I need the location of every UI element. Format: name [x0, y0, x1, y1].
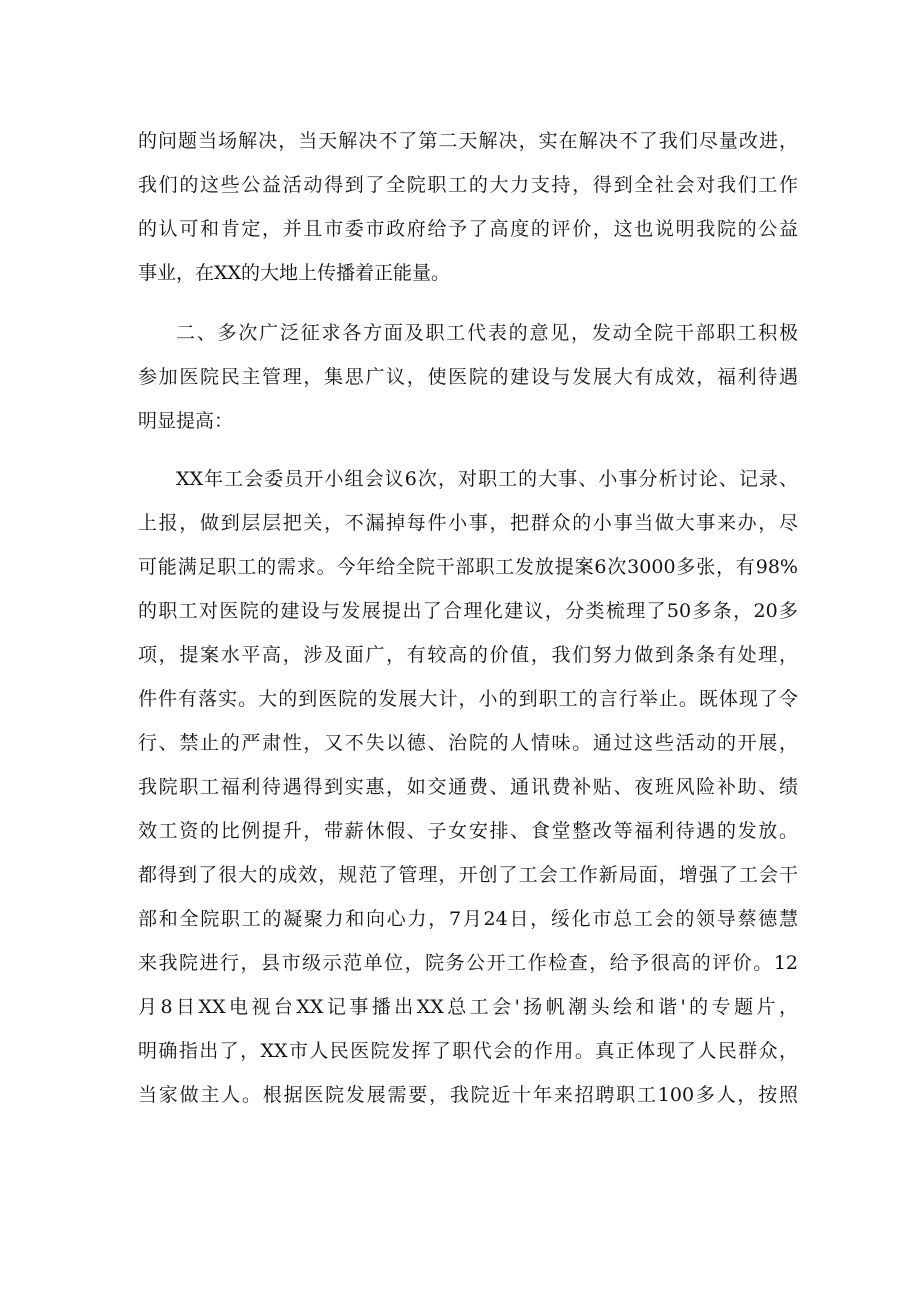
text-line: 项，提案水平高，涉及面广，有较高的价值，我们努力做到条条有处理，	[138, 644, 798, 666]
text-line: 我院职工福利待遇得到实惠，如交通费、通讯费补贴、夜班风险补助、绩	[138, 776, 798, 798]
text-line: 我们的这些公益活动得到了全院职工的大力支持，得到全社会对我们工作	[138, 174, 798, 196]
text-line: 件件有落实。大的到医院的发展大计，小的到职工的言行举止。既体现了令	[138, 688, 798, 710]
text-line: 效工资的比例提升，带薪休假、子女安排、食堂整改等福利待遇的发放。	[138, 820, 798, 842]
text-line: 的职工对医院的建设与发展提出了合理化建议，分类梳理了50多条，20多	[138, 600, 798, 622]
text-line: 的认可和肯定，并且市委市政府给予了高度的评价，这也说明我院的公益	[138, 218, 798, 240]
text-line: 当家做主人。根据医院发展需要，我院近十年来招聘职工100多人，按照	[138, 1084, 798, 1106]
text-line: 可能满足职工的需求。今年给全院干部职工发放提案6次3000多张，有98%	[138, 556, 798, 578]
text-line: 月8日XX电视台XX记事播出XX总工会'扬帆潮头绘和谐'的专题片，	[138, 996, 798, 1018]
text-line: 的问题当场解决，当天解决不了第二天解决，实在解决不了我们尽量改进，	[138, 130, 798, 152]
text-line: 明显提高：	[138, 410, 234, 432]
text-line: 部和全院职工的凝聚力和向心力，7月24日，绥化市总工会的领导蔡德慧	[138, 908, 798, 930]
text-line: 明确指出了，XX市人民医院发挥了职代会的作用。真正体现了人民群众，	[138, 1040, 798, 1062]
text-line: XX年工会委员开小组会议6次，对职工的大事、小事分析讨论、记录、	[176, 468, 798, 490]
text-line: 都得到了很大的成效，规范了管理，开创了工会工作新局面，增强了工会干	[138, 864, 798, 886]
text-line: 参加医院民主管理，集思广议，使医院的建设与发展大有成效，福利待遇	[138, 366, 798, 388]
text-line: 来我院进行，县市级示范单位，院务公开工作检查，给予很高的评价。12	[138, 952, 798, 974]
text-line: 二、多次广泛征求各方面及职工代表的意见，发动全院干部职工积极	[176, 322, 798, 344]
text-line: 上报，做到层层把关，不漏掉每件小事，把群众的小事当做大事来办，尽	[138, 512, 798, 534]
text-line: 事业，在XX的大地上传播着正能量。	[138, 262, 451, 284]
text-line: 行、禁止的严肃性，又不失以德、治院的人情味。通过这些活动的开展，	[138, 732, 798, 754]
